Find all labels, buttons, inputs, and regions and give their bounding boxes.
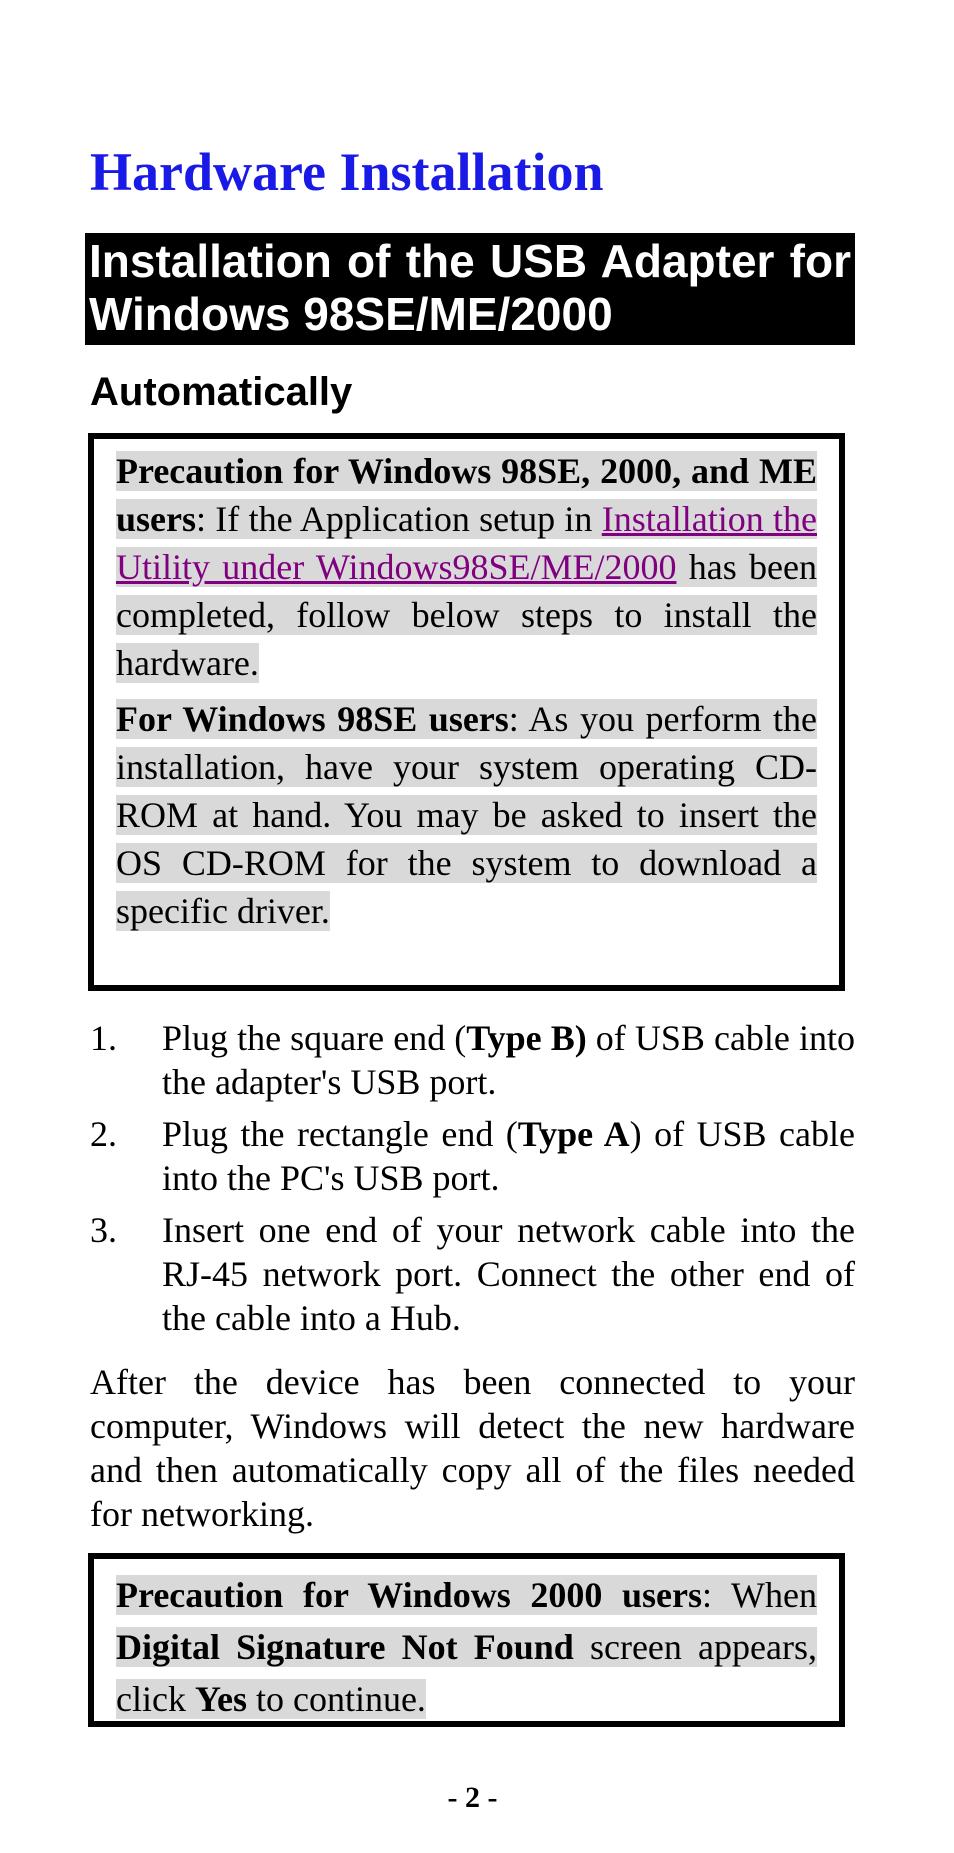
step-number: 2.	[90, 1114, 117, 1154]
step-text: Insert one end of your network cable into the RJ-45 network port. Connect the other end of the cable into a Hub.	[162, 1210, 855, 1338]
installation-steps	[90, 1016, 855, 1348]
step-text-cont: of USB cable into the adapter's USB port.	[162, 1018, 855, 1102]
installation-utility-link[interactable]: Installation the Utility under Windows98SE/ME/2000	[116, 499, 817, 587]
body-paragraph: After the device has been connected to your computer, Windows will detect the new hardware and then automatically copy all of the files needed for networking.	[90, 1362, 855, 1534]
step-number: 1.	[90, 1018, 117, 1058]
step-number: 3.	[90, 1210, 117, 1250]
step-bold: Type B)	[466, 1018, 587, 1058]
step-text-cont: ) of USB cable into the PC's USB port.	[162, 1114, 855, 1198]
digital-signature-label: Digital Signature Not Found	[116, 1627, 574, 1667]
step-bold: Type A	[517, 1114, 630, 1154]
precaution-98se-label: For Windows 98SE users	[116, 699, 509, 739]
list-item	[90, 1016, 855, 1104]
precaution-98se-users	[116, 695, 817, 935]
precaution-text-cont: has been completed, follow below steps to install the hardware.	[116, 547, 817, 683]
step-text: Plug the square end (	[162, 1018, 467, 1058]
precaution-2000-text-end: to continue.	[246, 1679, 426, 1719]
page-number: - 2 -	[447, 1781, 498, 1814]
precaution-2000-text: : When	[702, 1575, 818, 1615]
precaution-label: Precaution for Windows 98SE, 2000, and ME users	[116, 451, 817, 539]
yes-label: Yes	[194, 1679, 247, 1719]
precaution-98se-text: : As you perform the installation, have your system operating CD-ROM at hand. You may be asked to insert the OS CD-ROM for the system to download a specific driver.	[116, 699, 817, 931]
section-heading: Installation of the USB Adapter for Windows 98SE/ME/2000	[85, 233, 855, 345]
precaution-box-2	[88, 1553, 845, 1727]
list-item	[90, 1112, 855, 1200]
list-item	[90, 1208, 855, 1340]
precaution-2000-label: Precaution for Windows 2000 users	[116, 1575, 703, 1615]
precaution-98se-2000-me	[116, 447, 817, 687]
precaution-2000-users	[116, 1569, 817, 1725]
subheading: Automatically	[90, 370, 353, 414]
precaution-2000-text-cont: screen appears, click	[116, 1627, 817, 1719]
precaution-text: : If the Application setup in	[196, 499, 602, 539]
precaution-box-1	[88, 433, 845, 991]
page-title: Hardware Installation	[90, 142, 604, 202]
step-text: Plug the rectangle end (	[162, 1114, 518, 1154]
